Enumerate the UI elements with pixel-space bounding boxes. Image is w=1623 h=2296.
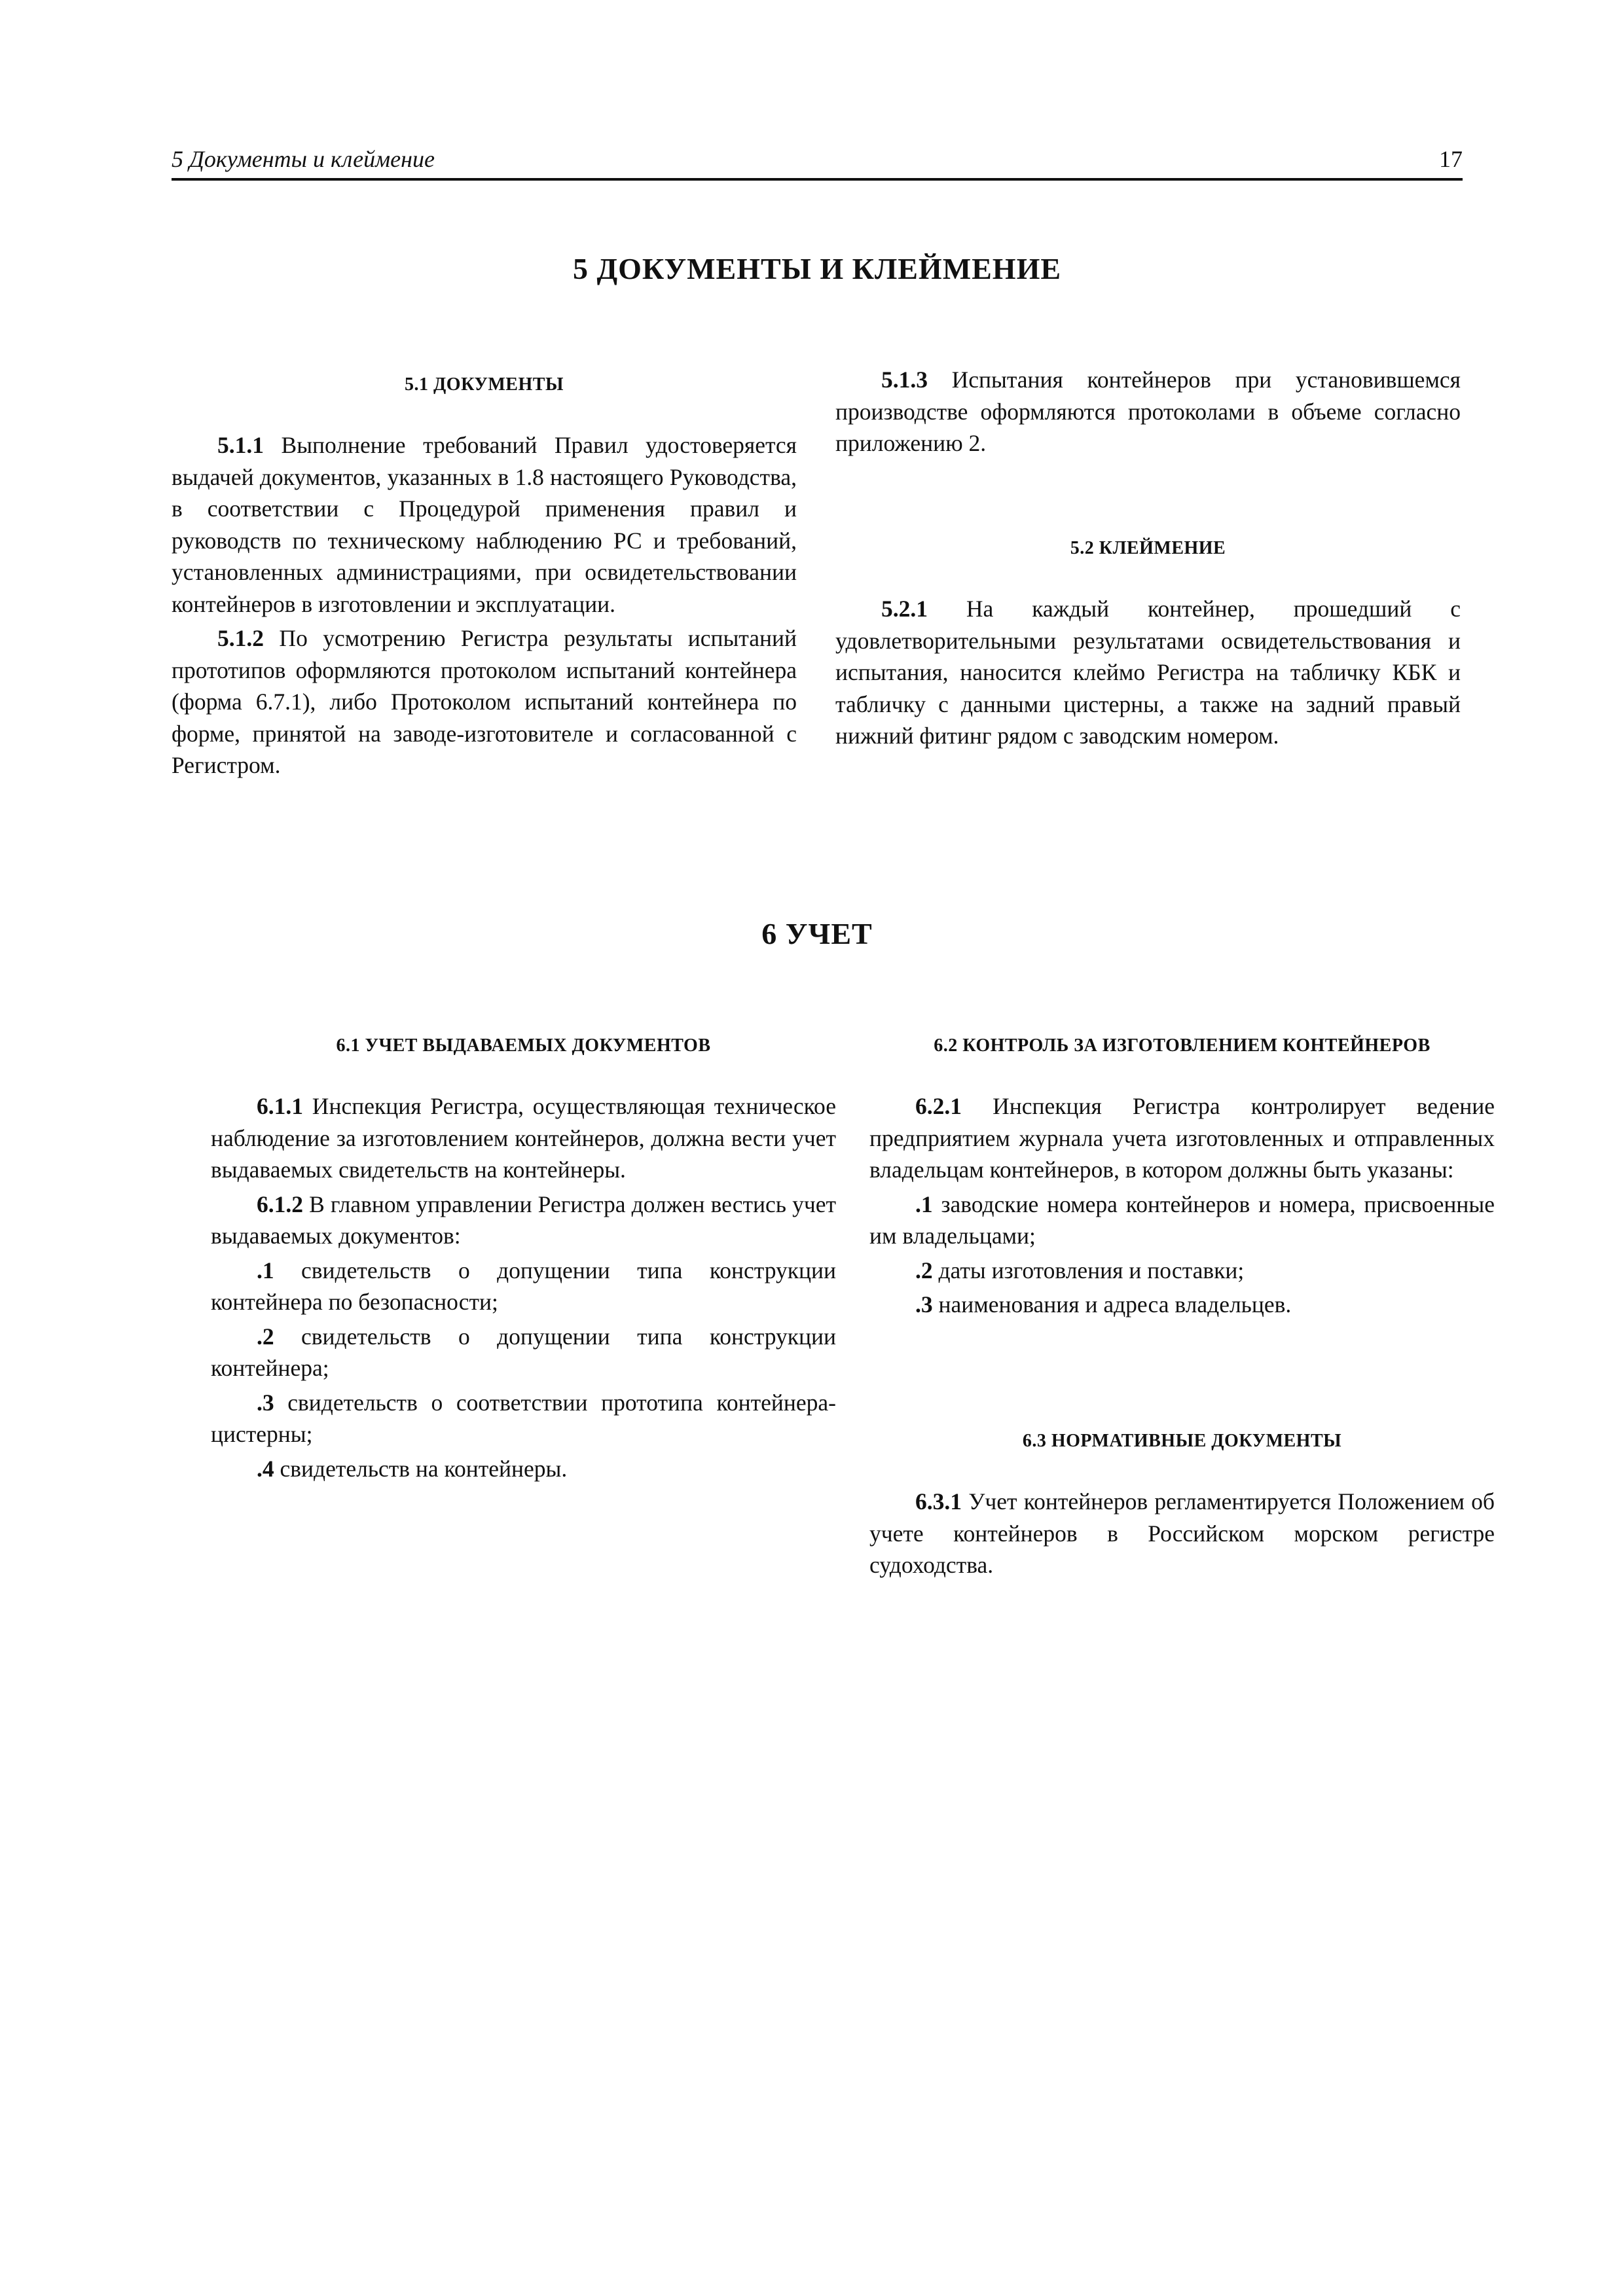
list-item: .4 свидетельств на контейнеры.: [257, 1455, 568, 1482]
running-header: [172, 143, 1463, 181]
list-item: .2 даты изготовления и поставки;: [915, 1257, 1245, 1283]
section-5-2: [835, 538, 1461, 752]
section-heading: 6.3 НОРМАТИВНЫЕ ДОКУМЕНТЫ: [1022, 1431, 1342, 1451]
paragraph-5-2-1: 5.2.1 На каждый контейнер, прошедший с удовлетворительными результатами освидетельствования и испытания, наносится клеймо Регистра на табличку КБК и табличку с данными цистерны, а также на задний правый нижний фитинг рядом с заводским номером.: [835, 596, 1461, 749]
page-number: 17: [1439, 146, 1463, 172]
paragraph-5-1-2: 5.1.2 По усмотрению Регистра результаты испытаний прототипов оформляются протоколом испытаний контейнера (форма 6.7.1), либо Протоколом испытаний контейнера по форме, принятой на заводе-изготовителе и согласованной с Регистром.: [172, 625, 797, 778]
paragraph-6-2-1: 6.2.1 Инспекция Регистра контролирует ведение предприятием журнала учета изготовленных и отправленных владельцам контейнеров, в котором должны быть указаны:: [869, 1093, 1495, 1183]
section-heading: 5.2 КЛЕЙМЕНИЕ: [1070, 538, 1226, 558]
section-6-3: [869, 1431, 1495, 1581]
chapter-6-title: 6 УЧЕТ: [761, 917, 873, 950]
list-item: .3 наименования и адреса владельцев.: [915, 1291, 1292, 1318]
section-5-1-cont: [835, 364, 1461, 459]
section-6-2: [869, 1035, 1495, 1321]
list-item: .1 свидетельств о допущении типа конструкции контейнера по безопасности;: [211, 1257, 836, 1315]
section-5-1: [172, 374, 797, 781]
running-title: 5 Документы и клеймение: [172, 146, 435, 172]
list-item: .2 свидетельств о допущении типа конструкции контейнера;: [211, 1323, 836, 1381]
paragraph-6-3-1: 6.3.1 Учет контейнеров регламентируется Положением об учете контейнеров в Российском морском регистре судоходства.: [869, 1488, 1495, 1578]
paragraph-6-1-1: 6.1.1 Инспекция Регистра, осуществляющая техническое наблюдение за изготовлением контейнеров, должна вести учет выдаваемых свидетельств на контейнеры.: [211, 1093, 836, 1183]
section-heading: 6.2 КОНТРОЛЬ ЗА ИЗГОТОВЛЕНИЕМ КОНТЕЙНЕРОВ: [934, 1035, 1431, 1056]
list-item: .1 заводские номера контейнеров и номера, присвоенные им владельцами;: [869, 1191, 1495, 1249]
paragraph-5-1-1: 5.1.1 Выполнение требований Правил удостоверяется выдачей документов, указанных в 1.8 настоящего Руководства, в соответствии с Процедурой применения правил и руководств по техническому наблюдению РС и требований, установленных администрациями, при освидетельствовании контейнеров в изготовлении и эксплуатации.: [172, 432, 797, 617]
section-heading: 5.1 ДОКУМЕНТЫ: [405, 374, 564, 395]
chapter-5-title: 5 ДОКУМЕНТЫ И КЛЕЙМЕНИЕ: [572, 252, 1062, 285]
paragraph-5-1-3: 5.1.3 Испытания контейнеров при установившемся производстве оформляются протоколами в объеме согласно приложению 2.: [835, 367, 1461, 456]
section-heading: 6.1 УЧЕТ ВЫДАВАЕМЫХ ДОКУМЕНТОВ: [336, 1035, 711, 1056]
paragraph-6-1-2: 6.1.2 В главном управлении Регистра должен вестись учет выдаваемых документов:: [211, 1191, 836, 1249]
list-item: .3 свидетельств о соответствии прототипа контейнера-цистерны;: [211, 1389, 836, 1447]
section-6-1: [211, 1035, 836, 1484]
